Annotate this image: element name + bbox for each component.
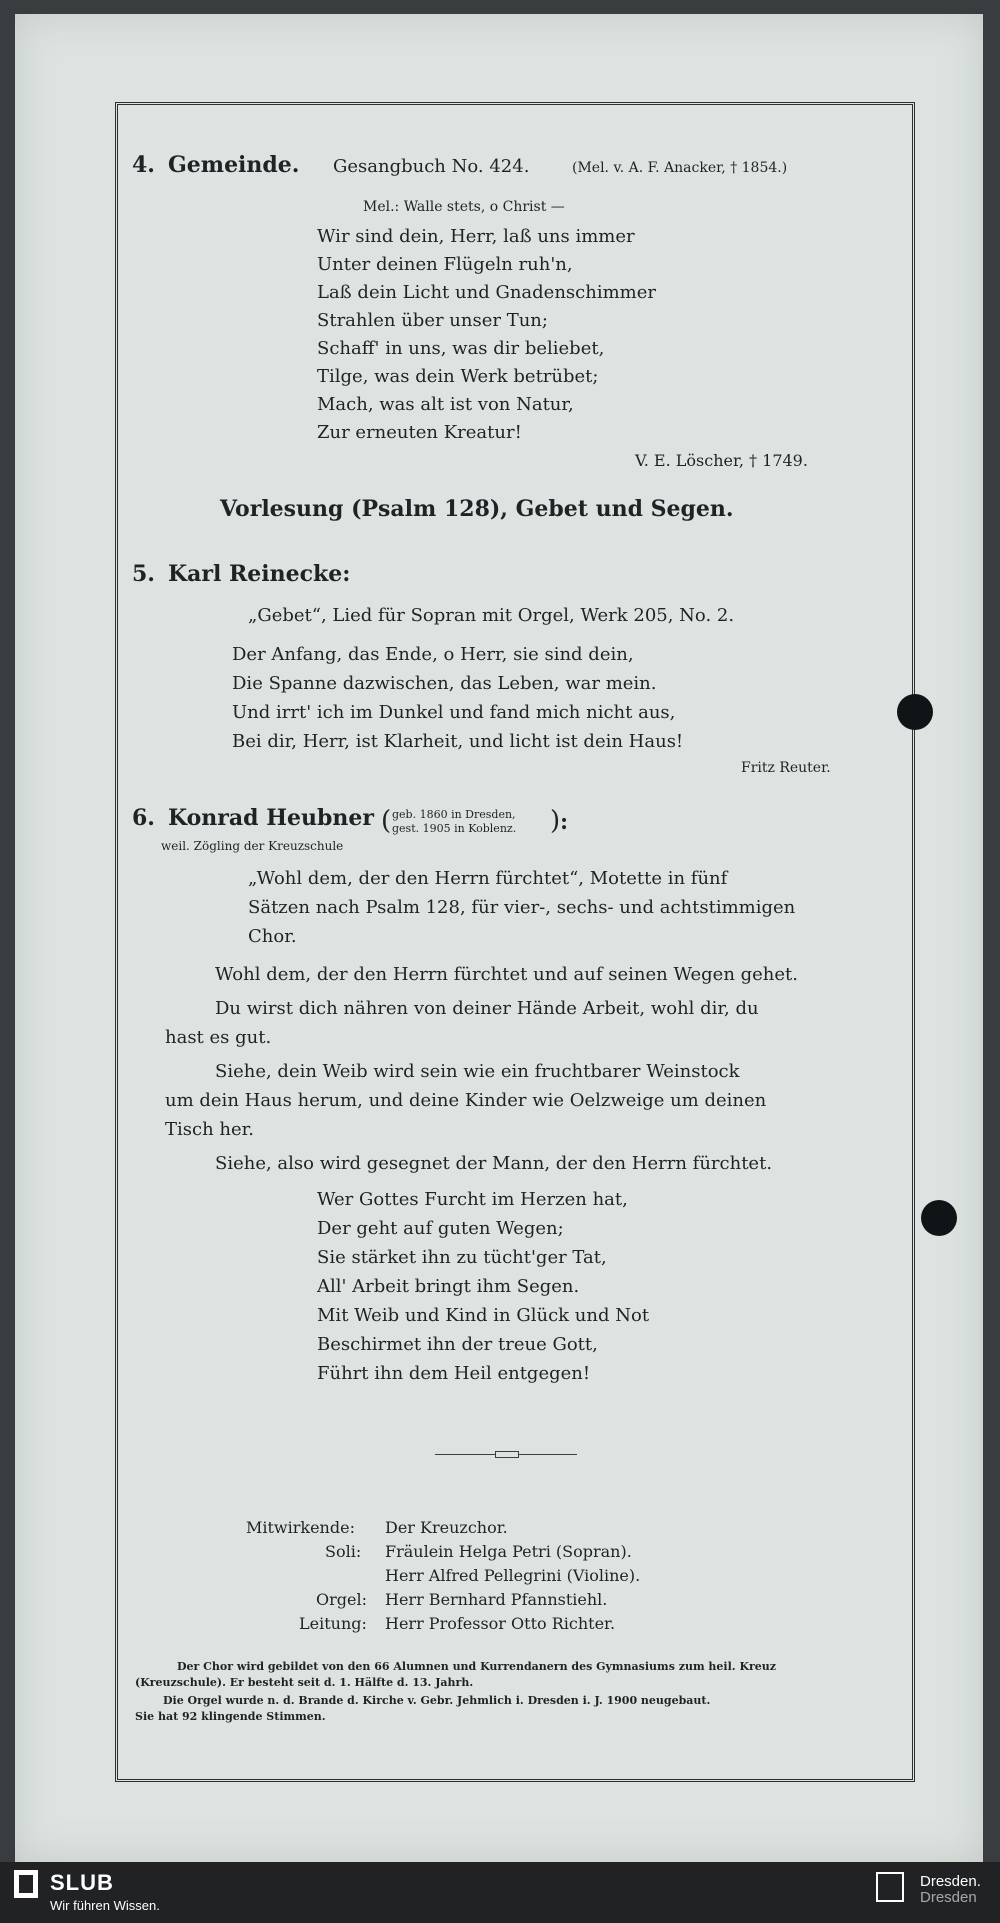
section-6-prose: Du wirst dich nähren von deiner Hände Arbeit, wohl dir, du [215, 998, 759, 1019]
section-6-title: Konrad Heubner [168, 805, 374, 831]
section-6-work-line: „Wohl dem, der den Herrn fürchtet“, Motette in fünf [248, 868, 728, 889]
section-5-line: Und irrt' ich im Dunkel und fand mich nicht aus, [232, 702, 676, 723]
credits-mitwirkende-label: Mitwirkende: [246, 1518, 355, 1537]
credits-leitung: Herr Professor Otto Richter. [385, 1614, 616, 1633]
section-6-prose: Siehe, also wird gesegnet der Mann, der den Herrn fürchtet. [215, 1153, 773, 1174]
credits-orgel: Herr Bernhard Pfannstiehl. [385, 1590, 608, 1609]
footer-city[interactable] [920, 1874, 981, 1906]
section-6-line: Mit Weib und Kind in Glück und Not [317, 1305, 650, 1326]
section-4-line: Schaff' in uns, was dir beliebet, [317, 338, 605, 359]
section-6-line: Sie stärket ihn zu tücht'ger Tat, [317, 1247, 607, 1268]
footnote-line: Sie hat 92 klingende Stimmen. [135, 1710, 326, 1723]
section-5-number: 5. [132, 561, 155, 587]
credits-leitung-label: Leitung: [299, 1614, 367, 1633]
section-6-number: 6. [132, 805, 155, 831]
section-5-title: Karl Reinecke: [168, 561, 351, 587]
document-page [15, 14, 983, 1862]
credits-mitwirkende: Der Kreuzchor. [385, 1518, 508, 1537]
footer-slogan: Wir führen Wissen. [50, 1898, 160, 1913]
section-6-prose: Tisch her. [165, 1119, 254, 1140]
bio-open-paren: ( [381, 806, 392, 836]
section-5-line: Bei dir, Herr, ist Klarheit, und licht ist dein Haus! [232, 731, 684, 752]
footer-city-line-2: Dresden [920, 1889, 977, 1906]
section-6-note: weil. Zögling der Kreuzschule [161, 839, 344, 853]
credits-soli-1: Fräulein Helga Petri (Sopran). [385, 1542, 632, 1561]
section-4-number: 4. [132, 152, 155, 178]
section-4-line: Zur erneuten Kreatur! [317, 422, 522, 443]
divider-ornament [495, 1451, 519, 1458]
section-6-prose: hast es gut. [165, 1027, 272, 1048]
section-4-line: Wir sind dein, Herr, laß uns immer [317, 226, 635, 247]
section-4-line: Tilge, was dein Werk betrübet; [317, 366, 599, 387]
section-6-colon: : [560, 809, 569, 835]
section-4-line: Mach, was alt ist von Natur, [317, 394, 574, 415]
footer-city-line-1: Dresden. [920, 1873, 981, 1890]
library-footer-bar [0, 1862, 1000, 1923]
section-6-line: Der geht auf guten Wegen; [317, 1218, 564, 1239]
footnote-line: Der Chor wird gebildet von den 66 Alumnen und Kurrendanern des Gymnasiums zum heil. Kreuz [177, 1660, 777, 1673]
section-5-work: „Gebet“, Lied für Sopran mit Orgel, Werk 205, No. 2. [248, 605, 735, 626]
section-5-line: Der Anfang, das Ende, o Herr, sie sind dein, [232, 644, 634, 665]
section-6-bio-death: gest. 1905 in Koblenz. [392, 822, 517, 835]
section-6-line: Führt ihn dem Heil entgegen! [317, 1363, 591, 1384]
credits-soli-2: Herr Alfred Pellegrini (Violine). [385, 1566, 641, 1585]
section-6-prose: um dein Haus herum, und deine Kinder wie Oelzweige um deinen [165, 1090, 767, 1111]
slub-logo-icon [14, 1870, 38, 1898]
section-6-line: All' Arbeit bringt ihm Segen. [317, 1276, 580, 1297]
section-4-melody: Mel.: Walle stets, o Christ — [363, 199, 565, 215]
section-6-line: Beschirmet ihn der treue Gott, [317, 1334, 598, 1355]
section-6-line: Wer Gottes Furcht im Herzen hat, [317, 1189, 628, 1210]
section-6-prose: Siehe, dein Weib wird sein wie ein fruchtbarer Weinstock [215, 1061, 740, 1082]
credits-soli-label: Soli: [325, 1542, 362, 1561]
punch-hole [921, 1200, 957, 1236]
section-4-author: V. E. Löscher, † 1749. [635, 451, 808, 470]
credits-orgel-label: Orgel: [316, 1590, 367, 1609]
section-4-melody-credit: (Mel. v. A. F. Anacker, † 1854.) [572, 160, 788, 176]
footnote-line: (Kreuzschule). Er besteht seit d. 1. Hälfte d. 13. Jahrh. [135, 1676, 474, 1689]
section-6-work-line: Chor. [248, 926, 297, 947]
bio-close-paren: ) [550, 806, 561, 836]
section-6-work-line: Sätzen nach Psalm 128, für vier-, sechs- und achtstimmigen [248, 897, 796, 918]
section-4-title: Gemeinde. [168, 152, 300, 178]
section-5-line: Die Spanne dazwischen, das Leben, war mein. [232, 673, 657, 694]
reading-heading: Vorlesung (Psalm 128), Gebet und Segen. [220, 496, 734, 522]
section-5-author: Fritz Reuter. [741, 760, 831, 776]
section-4-line: Laß dein Licht und Gnadenschimmer [317, 282, 656, 303]
footer-brand[interactable]: SLUB [50, 1870, 114, 1895]
punch-hole [897, 694, 933, 730]
section-6-prose: Wohl dem, der den Herrn fürchtet und auf seinen Wegen gehet. [215, 964, 799, 985]
city-crest-icon [876, 1872, 904, 1902]
section-6-bio-birth: geb. 1860 in Dresden, [392, 808, 516, 821]
ornament-divider [435, 1450, 577, 1460]
section-4-hymnal: Gesangbuch No. 424. [333, 156, 530, 177]
section-4-line: Strahlen über unser Tun; [317, 310, 548, 331]
section-4-line: Unter deinen Flügeln ruh'n, [317, 254, 573, 275]
footnote-line: Die Orgel wurde n. d. Brande d. Kirche v. Gebr. Jehmlich i. Dresden i. J. 1900 neugebaut. [163, 1694, 711, 1707]
